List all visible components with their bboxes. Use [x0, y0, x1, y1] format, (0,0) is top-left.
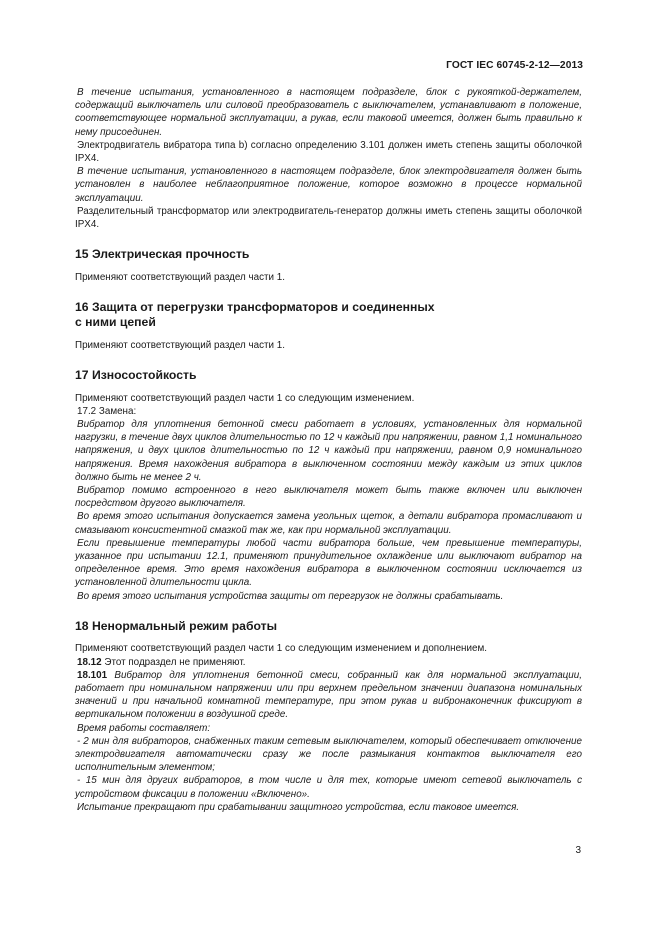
- section-16-text: Применяют соответствующий раздел части 1.: [75, 339, 285, 351]
- document-body: [75, 86, 582, 814]
- subsection-18-12-number: 18.12: [77, 656, 102, 668]
- section-17-paragraph-2: Вибратор помимо встроенного в него выключателя может быть также включен или выключен посредством другого выключателя.: [75, 485, 582, 510]
- section-17-paragraph-1: Вибратор для уплотнения бетонной смеси работает в условиях, установленных для нормальной нагрузки, в течение двух циклов длительностью по 12 ч каждый при напряжении, равном 1,1 номинального напряжения, и двух циклов длительностью по 12 ч каждый при напряжении, равном 0,9 номинального напряжения. Время нахождения вибратора в выключенном состоянии между каждым из этих циклов должно быть не менее 2 ч.: [75, 419, 582, 483]
- section-18-text: Применяют соответствующий раздел части 1 со следующим изменением и дополнением.: [75, 643, 487, 655]
- document-header: ГОСТ IEC 60745-2-12—2013: [446, 60, 583, 71]
- section-18-title: 18 Ненормальный режим работы: [75, 618, 277, 633]
- section-18-end: Испытание прекращают при срабатывании защитного устройства, если таковое имеется.: [77, 801, 520, 813]
- section-17-title: 17 Износостойкость: [75, 368, 197, 383]
- section-16-title-line1: 16 Защита от перегрузки трансформаторов и соединенных: [75, 299, 435, 314]
- section-17-paragraph-4: Если превышение температуры любой части вибратора больше, чем превышение температуры, указанное при испытании 12.1, применяют принудительное охлаждение или выключают вибратор на определенное время. Это время нахождения вибратора в выключенном состоянии исключается из установленной длительности цикла.: [75, 537, 582, 589]
- subsection-17-2-label: 17.2 Замена:: [77, 405, 137, 417]
- section-17-text: Применяют соответствующий раздел части 1 со следующим изменением.: [75, 392, 415, 404]
- intro-paragraph-4: Разделительный трансформатор или электродвигатель-генератор должны иметь степень защиты оболочкой IPX4.: [75, 205, 582, 231]
- page-number: 3: [575, 845, 581, 856]
- section-15-text: Применяют соответствующий раздел части 1.: [75, 271, 285, 283]
- subsection-17-2: [75, 405, 582, 418]
- intro-paragraph-3: В течение испытания, установленного в настоящем подразделе, блок электродвигателя должен быть установлен в наиболее неблагоприятное положение, которое возможно в процессе нормальной эксплуатации.: [75, 166, 582, 204]
- subsection-18-101-number: 18.101: [77, 669, 108, 681]
- subsection-18-101-text: Вибратор для уплотнения бетонной смеси, собранный как для нормальной эксплуатации, работает при номинальном напряжении или при верхнем предельном значении диапазона номинальных значений и при начальной комнатной температуре, при этом рукав и вибронаконечник фиксируют в вертикальном положении в воздушной среде.: [75, 669, 582, 721]
- section-17-paragraph-3: Во время этого испытания допускается замена угольных щеток, а детали вибратора промасливают и смазывают консистентной смазкой так же, как при нормальной эксплуатации.: [75, 511, 582, 536]
- section-16-title-line2: с ними цепей: [75, 315, 156, 330]
- intro-paragraph-2: Электродвигатель вибратора типа b) согласно определению 3.101 должен иметь степень защиты оболочкой IPX4.: [75, 139, 582, 165]
- section-18-list-item-2: - 15 мин для других вибраторов, в том числе и для тех, которые имеют сетевой выключатель с устройством фиксации в положении «Включено».: [75, 775, 582, 800]
- subsection-18-12: [75, 656, 582, 669]
- intro-paragraph-1: В течение испытания, установленного в настоящем подразделе, блок с рукояткой-держателем, содержащий выключатель или силовой преобразователь с выключателем, устанавливают в положение, соответствующее нормальной эксплуатации, а рукав, если таковой имеется, должен быть правильно к нему присоединен.: [75, 87, 582, 138]
- section-15-title: 15 Электрическая прочность: [75, 247, 250, 262]
- section-17-paragraph-5: Во время этого испытания устройства защиты от перегрузок не должны срабатывать.: [77, 590, 504, 602]
- section-18-time: Время работы составляет:: [77, 722, 211, 734]
- subsection-18-12-text: Этот подраздел не применяют.: [101, 656, 246, 668]
- subsection-18-101: [75, 669, 582, 722]
- section-18-list-item-1: - 2 мин для вибраторов, снабженных таким сетевым выключателем, который обеспечивает отключение электродвигателя автоматически сразу же после размыкания контактов выключателя его исполнительным элементом;: [75, 735, 582, 774]
